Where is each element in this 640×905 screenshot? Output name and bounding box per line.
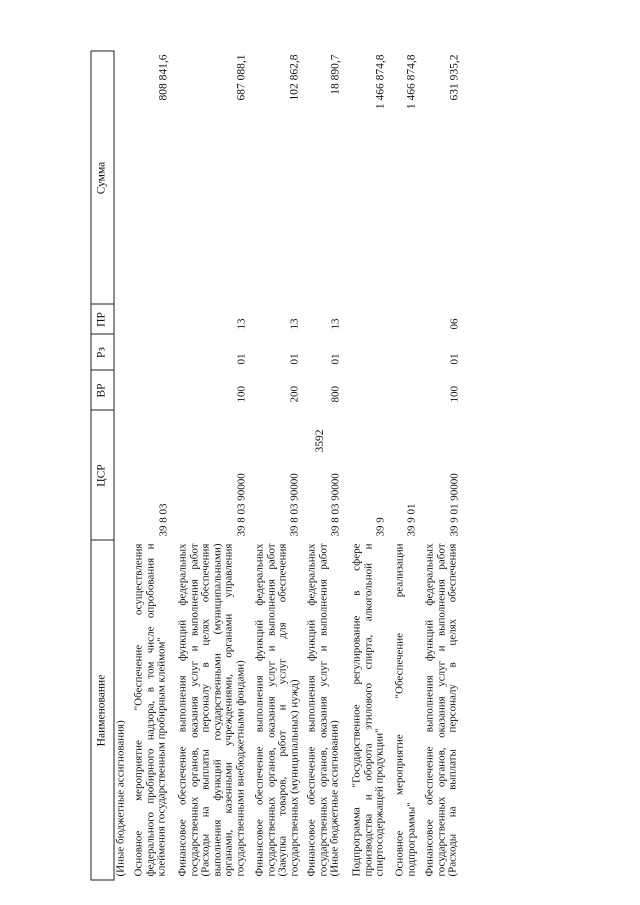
name-line: спиртосодержащей продукции"	[373, 727, 385, 876]
row-sum: 18 890,7	[329, 54, 341, 95]
row-pr: 06	[448, 318, 460, 329]
name-line: Основное мероприятие "Обеспечение осуществления	[132, 543, 144, 876]
row-pr: 13	[329, 318, 341, 329]
row-sum: 631 935,2	[448, 54, 460, 100]
name-line: органами, казенными учреждениями, органами управления	[222, 543, 234, 876]
table-row-name	[306, 543, 341, 876]
budget-table	[90, 50, 615, 880]
name-line: Финансовое обеспечение выполнения функций федеральных	[305, 543, 317, 876]
name-line: подпрограммы"	[404, 801, 417, 876]
row-csr: 39 9	[374, 516, 386, 536]
table-row-name	[115, 543, 127, 876]
row-csr: 39 9 01	[405, 503, 417, 536]
name-line: государственными внебюджетными фондами)	[233, 659, 246, 876]
page-number: 3592	[314, 429, 326, 453]
table-row-name	[424, 543, 459, 876]
row-csr: 39 8 03 90000	[329, 472, 341, 536]
row-sum: 1 466 874,8	[405, 54, 417, 109]
table-row-name	[351, 543, 386, 876]
header-name: Наименование	[95, 674, 107, 746]
row-rz: 01	[288, 353, 300, 364]
name-line: Основное мероприятие "Обеспечение реализации	[393, 543, 405, 876]
row-sum: 687 088,1	[235, 54, 247, 100]
name-line: государственных органов, оказания услуг и выполнения работ	[434, 543, 447, 876]
row-sum: 1 466 874,8	[374, 54, 386, 109]
name-line: Подпрограмма "Государственное регулирование в сфере	[350, 543, 362, 876]
header-csr: ЦСР	[95, 463, 107, 487]
row-csr: 39 8 03 90000	[288, 472, 300, 536]
table-row-name	[254, 543, 300, 876]
table-row-name	[394, 543, 417, 876]
row-pr: 13	[235, 318, 247, 329]
header-sum: Сумма	[95, 161, 107, 194]
row-rz: 01	[235, 353, 247, 364]
name-line: федерального пробирного надзора, в том числе опробования и	[143, 543, 156, 876]
name-line: (Иные бюджетные ассигнования)	[114, 719, 126, 876]
row-vr: 100	[448, 385, 460, 402]
header-pr: ПР	[95, 311, 107, 327]
row-vr: 800	[329, 385, 341, 402]
budget-table-page	[90, 50, 615, 880]
name-line: Финансовое обеспечение выполнения функций федеральных	[176, 543, 188, 876]
table-row-name	[177, 543, 246, 876]
name-line: выполнения функций государственными (муниципальными)	[210, 543, 223, 876]
row-rz: 01	[448, 353, 460, 364]
row-pr: 13	[288, 318, 300, 329]
row-csr: 39 9 01 90000	[448, 472, 460, 536]
header-rz: Рз	[95, 346, 107, 358]
row-sum: 808 841,6	[157, 54, 169, 100]
name-line: государственных органов, оказания услуг и выполнения работ	[264, 543, 277, 876]
name-line: клеймения государственным пробирным клеймом"	[155, 636, 167, 876]
row-rz: 01	[329, 353, 341, 364]
row-sum: 102 862,8	[288, 54, 300, 100]
header-vr: ВР	[95, 382, 107, 398]
name-line: государственных органов, оказания услуг и выполнения работ	[316, 543, 329, 876]
name-line: (Закупка товаров, работ и услуг для обеспечения	[276, 543, 288, 876]
row-csr: 39 8 03 90000	[235, 472, 247, 536]
row-vr: 100	[235, 385, 247, 402]
name-line: государственных органов, оказания услуг и выполнения работ	[187, 543, 200, 876]
name-line: (Расходы на выплаты персоналу в целях обеспечения	[199, 543, 211, 876]
name-line: государственных (муниципальных) нужд)	[287, 679, 300, 876]
row-vr: 200	[288, 385, 300, 402]
name-line: (Расходы на выплаты персоналу в целях обеспечения	[446, 543, 458, 876]
row-csr: 39 8 03	[157, 503, 169, 536]
name-line: производства и оборота этилового спирта, алкогольной и	[361, 543, 374, 876]
name-line: Финансовое обеспечение выполнения функций федеральных	[253, 543, 265, 876]
name-line: (Иные бюджетные ассигнования)	[328, 719, 340, 876]
name-line: Финансовое обеспечение выполнения функций федеральных	[423, 543, 435, 876]
table-row-name	[133, 543, 168, 876]
